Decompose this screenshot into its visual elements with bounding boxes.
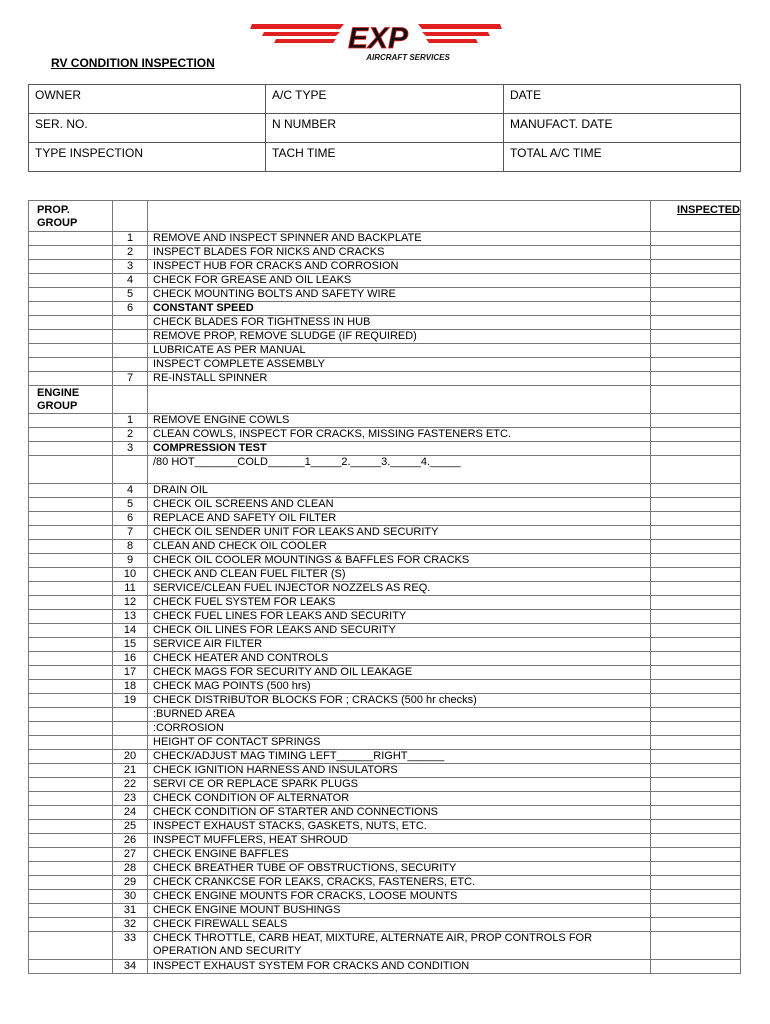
item-number: 7 (113, 372, 148, 386)
item-description: SERVICE/CLEAN FUEL INJECTOR NOZZELS AS REQ. (148, 582, 651, 596)
item-number: 18 (113, 680, 148, 694)
header-fields-table (28, 84, 741, 172)
item-number: 8 (113, 540, 148, 554)
item-description: CHECK ENGINE MOUNTS FOR CRACKS, LOOSE MOUNTS (148, 890, 651, 904)
engine-item-row (29, 750, 741, 764)
item-description: CHECK OIL LINES FOR LEAKS AND SECURITY (148, 624, 651, 638)
item-description: CHECK CONDITION OF STARTER AND CONNECTIONS (148, 806, 651, 820)
engine-item-row (29, 568, 741, 582)
item-number: 14 (113, 624, 148, 638)
item-number: 3 (113, 260, 148, 274)
inspected-checkbox-cell[interactable] (651, 260, 741, 274)
inspected-checkbox-cell[interactable] (651, 708, 741, 722)
inspected-checkbox-cell[interactable] (651, 722, 741, 736)
inspected-checkbox-cell[interactable] (651, 610, 741, 624)
engine-item-row (29, 610, 741, 624)
tach-time-field[interactable]: TACH TIME (266, 143, 504, 172)
inspected-checkbox-cell[interactable] (651, 232, 741, 246)
constant-speed-subitem-row (29, 330, 741, 344)
item-number: 15 (113, 638, 148, 652)
inspected-checkbox-cell[interactable] (651, 960, 741, 974)
item-number: 4 (113, 484, 148, 498)
item-number: 5 (113, 288, 148, 302)
engine-item-row (29, 890, 741, 904)
item-number (113, 386, 148, 414)
item-description: CHECK THROTTLE, CARB HEAT, MIXTURE, ALTERNATE AIR, PROP CONTROLS FOR OPERATION AND SECURITY (148, 932, 651, 960)
prop-item-row (29, 302, 741, 316)
engine-item-row (29, 624, 741, 638)
inspected-checkbox-cell[interactable] (651, 372, 741, 386)
item-number: 17 (113, 666, 148, 680)
item-description: SERVI CE OR REPLACE SPARK PLUGS (148, 778, 651, 792)
item-description: COMPRESSION TEST (148, 442, 651, 456)
logo-text: EXP (347, 22, 409, 55)
item-number: 12 (113, 596, 148, 610)
serial-number-field[interactable]: SER. NO. (29, 114, 266, 143)
inspected-checkbox-cell[interactable] (651, 302, 741, 316)
inspected-checkbox-cell[interactable] (651, 568, 741, 582)
item-description (148, 386, 651, 414)
inspected-checkbox-cell[interactable] (651, 680, 741, 694)
engine-item-row (29, 876, 741, 890)
engine-item-row (29, 582, 741, 596)
inspected-checkbox-cell[interactable] (651, 890, 741, 904)
inspection-checklist-table (28, 200, 741, 974)
item-description: CONSTANT SPEED (148, 302, 651, 316)
engine-item-row (29, 428, 741, 442)
total-ac-time-field[interactable]: TOTAL A/C TIME (504, 143, 741, 172)
item-number: 31 (113, 904, 148, 918)
engine-item-row (29, 862, 741, 876)
inspected-checkbox-cell[interactable] (651, 624, 741, 638)
engine-item-row (29, 694, 741, 708)
item-number: 11 (113, 582, 148, 596)
item-description: CHECK MOUNTING BOLTS AND SAFETY WIRE (148, 288, 651, 302)
inspected-checkbox-cell[interactable] (651, 750, 741, 764)
engine-item-row (29, 540, 741, 554)
distributor-subitem-row (29, 708, 741, 722)
item-number: 19 (113, 694, 148, 708)
item-description: HEIGHT OF CONTACT SPRINGS (148, 736, 651, 750)
item-description: RE-INSTALL SPINNER (148, 372, 651, 386)
inspected-checkbox-cell[interactable] (651, 344, 741, 358)
item-description: CHECK HEATER AND CONTROLS (148, 652, 651, 666)
item-description: CHECK OIL COOLER MOUNTINGS & BAFFLES FOR CRACKS (148, 554, 651, 568)
item-description: INSPECT HUB FOR CRACKS AND CORROSION (148, 260, 651, 274)
item-description: CHECK FUEL LINES FOR LEAKS AND SECURITY (148, 610, 651, 624)
exp-aircraft-services-logo (248, 18, 504, 64)
engine-item-row (29, 820, 741, 834)
item-description: CHECK FIREWALL SEALS (148, 918, 651, 932)
item-description: CHECK ENGINE MOUNT BUSHINGS (148, 904, 651, 918)
item-description: CHECK BREATHER TUBE OF OBSTRUCTIONS, SECURITY (148, 862, 651, 876)
item-description: INSPECT BLADES FOR NICKS AND CRACKS (148, 246, 651, 260)
compression-test-row (29, 456, 741, 484)
item-number: 22 (113, 778, 148, 792)
prop-item-row (29, 246, 741, 260)
constant-speed-subitem-row (29, 344, 741, 358)
item-description: CHECK ENGINE BAFFLES (148, 848, 651, 862)
engine-item-row (29, 806, 741, 820)
inspected-checkbox-cell[interactable] (651, 484, 741, 498)
inspected-checkbox-cell[interactable] (651, 526, 741, 540)
engine-item-row (29, 848, 741, 862)
inspected-checkbox-cell[interactable] (651, 456, 741, 484)
engine-item-row (29, 960, 741, 974)
engine-item-row (29, 596, 741, 610)
logo-subtext: AIRCRAFT SERVICES (366, 53, 450, 62)
inspected-checkbox-cell[interactable] (651, 414, 741, 428)
item-number: 24 (113, 806, 148, 820)
item-number: 29 (113, 876, 148, 890)
item-number: 23 (113, 792, 148, 806)
engine-item-row (29, 498, 741, 512)
inspected-checkbox-cell[interactable] (651, 540, 741, 554)
item-number (113, 722, 148, 736)
item-number: 28 (113, 862, 148, 876)
manufacture-date-field[interactable]: MANUFACT. DATE (504, 114, 741, 143)
inspected-checkbox-cell[interactable] (651, 806, 741, 820)
item-number: 34 (113, 960, 148, 974)
distributor-subitem-row (29, 722, 741, 736)
item-description: REPLACE AND SAFETY OIL FILTER (148, 512, 651, 526)
item-description: REMOVE AND INSPECT SPINNER AND BACKPLATE (148, 232, 651, 246)
item-number (113, 456, 148, 484)
item-description: INSPECT COMPLETE ASSEMBLY (148, 358, 651, 372)
item-description: CHECK DISTRIBUTOR BLOCKS FOR ; CRACKS (500 hr checks) (148, 694, 651, 708)
owner-field[interactable]: OWNER (29, 85, 266, 114)
item-number: 4 (113, 274, 148, 288)
inspected-checkbox-cell[interactable] (651, 876, 741, 890)
item-number: 27 (113, 848, 148, 862)
item-description: CLEAN COWLS, INSPECT FOR CRACKS, MISSING FASTENERS ETC. (148, 428, 651, 442)
prop-item-row (29, 372, 741, 386)
engine-item-row (29, 652, 741, 666)
inspected-checkbox-cell[interactable] (651, 904, 741, 918)
inspected-checkbox-cell[interactable] (651, 386, 741, 414)
engine-item-row (29, 442, 741, 456)
inspected-checkbox-cell[interactable] (651, 274, 741, 288)
item-number: 9 (113, 554, 148, 568)
inspected-checkbox-cell[interactable] (651, 918, 741, 932)
item-number: 16 (113, 652, 148, 666)
engine-item-row (29, 484, 741, 498)
item-description: CHECK FOR GREASE AND OIL LEAKS (148, 274, 651, 288)
item-description: /80 HOT_______COLD______1_____2._____3._____4._____ (148, 456, 651, 484)
engine-item-row (29, 792, 741, 806)
type-inspection-field[interactable]: TYPE INSPECTION (29, 143, 266, 172)
item-number: 1 (113, 414, 148, 428)
item-number: 5 (113, 498, 148, 512)
inspected-checkbox-cell[interactable] (651, 862, 741, 876)
item-number: 20 (113, 750, 148, 764)
item-description: INSPECT EXHAUST STACKS, GASKETS, NUTS, ETC. (148, 820, 651, 834)
inspected-checkbox-cell[interactable] (651, 316, 741, 330)
engine-item-row (29, 666, 741, 680)
item-number: 21 (113, 764, 148, 778)
item-number (113, 358, 148, 372)
form-title: RV CONDITION INSPECTION (51, 56, 215, 70)
date-field[interactable]: DATE (504, 85, 741, 114)
item-number: 3 (113, 442, 148, 456)
inspected-checkbox-cell[interactable] (651, 428, 741, 442)
item-description: :BURNED AREA (148, 708, 651, 722)
item-number: 1 (113, 232, 148, 246)
item-number: 30 (113, 890, 148, 904)
engine-item-row (29, 932, 741, 960)
inspected-column-header: INSPECTED (651, 201, 741, 232)
item-description: INSPECT EXHAUST SYSTEM FOR CRACKS AND CONDITION (148, 960, 651, 974)
ac-type-field[interactable]: A/C TYPE (266, 85, 504, 114)
item-description: CHECK OIL SENDER UNIT FOR LEAKS AND SECURITY (148, 526, 651, 540)
n-number-field[interactable]: N NUMBER (266, 114, 504, 143)
item-description: CHECK MAGS FOR SECURITY AND OIL LEAKAGE (148, 666, 651, 680)
inspected-checkbox-cell[interactable] (651, 442, 741, 456)
item-description: INSPECT MUFFLERS, HEAT SHROUD (148, 834, 651, 848)
item-description: REMOVE PROP, REMOVE SLUDGE (IF REQUIRED) (148, 330, 651, 344)
item-number (113, 736, 148, 750)
engine-item-row (29, 778, 741, 792)
prop-item-row (29, 260, 741, 274)
item-number: 7 (113, 526, 148, 540)
item-description: CHECK FUEL SYSTEM FOR LEAKS (148, 596, 651, 610)
inspected-checkbox-cell[interactable] (651, 820, 741, 834)
inspected-checkbox-cell[interactable] (651, 792, 741, 806)
item-number: 6 (113, 302, 148, 316)
item-description: CLEAN AND CHECK OIL COOLER (148, 540, 651, 554)
inspected-checkbox-cell[interactable] (651, 638, 741, 652)
inspected-checkbox-cell[interactable] (651, 848, 741, 862)
item-description: SERVICE AIR FILTER (148, 638, 651, 652)
engine-item-row (29, 638, 741, 652)
engine-item-row (29, 918, 741, 932)
item-description: CHECK AND CLEAN FUEL FILTER (S) (148, 568, 651, 582)
item-description: CHECK IGNITION HARNESS AND INSULATORS (148, 764, 651, 778)
prop-item-row (29, 232, 741, 246)
engine-item-row (29, 904, 741, 918)
item-description: CHECK/ADJUST MAG TIMING LEFT______RIGHT______ (148, 750, 651, 764)
inspected-checkbox-cell[interactable] (651, 288, 741, 302)
inspected-checkbox-cell[interactable] (651, 596, 741, 610)
inspected-checkbox-cell[interactable] (651, 554, 741, 568)
item-number: 32 (113, 918, 148, 932)
prop-group-label: PROP. GROUP (29, 201, 113, 232)
engine-item-row (29, 554, 741, 568)
inspected-checkbox-cell[interactable] (651, 694, 741, 708)
engine-item-row (29, 526, 741, 540)
inspected-checkbox-cell[interactable] (651, 512, 741, 526)
item-number (113, 708, 148, 722)
prop-item-row (29, 288, 741, 302)
item-number: 13 (113, 610, 148, 624)
item-description: DRAIN OIL (148, 484, 651, 498)
inspected-checkbox-cell[interactable] (651, 358, 741, 372)
inspected-checkbox-cell[interactable] (651, 764, 741, 778)
engine-item-row (29, 764, 741, 778)
prop-item-row (29, 274, 741, 288)
inspected-checkbox-cell[interactable] (651, 932, 741, 960)
item-number: 2 (113, 246, 148, 260)
engine-item-row (29, 834, 741, 848)
inspected-checkbox-cell[interactable] (651, 736, 741, 750)
item-description: :CORROSION (148, 722, 651, 736)
engine-item-row (29, 414, 741, 428)
constant-speed-subitem-row (29, 358, 741, 372)
engine-item-row (29, 680, 741, 694)
inspected-checkbox-cell[interactable] (651, 834, 741, 848)
item-number (113, 330, 148, 344)
item-number: 2 (113, 428, 148, 442)
item-description: CHECK CRANKCSE FOR LEAKS, CRACKS, FASTENERS, ETC. (148, 876, 651, 890)
item-description: CHECK MAG POINTS (500 hrs) (148, 680, 651, 694)
inspected-checkbox-cell[interactable] (651, 582, 741, 596)
inspected-checkbox-cell[interactable] (651, 246, 741, 260)
distributor-subitem-row (29, 736, 741, 750)
engine-group-label: ENGINE GROUP (29, 386, 113, 414)
item-description: REMOVE ENGINE COWLS (148, 414, 651, 428)
constant-speed-subitem-row (29, 316, 741, 330)
inspected-checkbox-cell[interactable] (651, 652, 741, 666)
item-number: 26 (113, 834, 148, 848)
item-description: CHECK CONDITION OF ALTERNATOR (148, 792, 651, 806)
item-description: CHECK OIL SCREENS AND CLEAN (148, 498, 651, 512)
inspected-checkbox-cell[interactable] (651, 666, 741, 680)
item-number: 6 (113, 512, 148, 526)
engine-group-header-row (29, 386, 741, 414)
item-number (113, 316, 148, 330)
item-number: 25 (113, 820, 148, 834)
item-description: LUBRICATE AS PER MANUAL (148, 344, 651, 358)
inspected-checkbox-cell[interactable] (651, 778, 741, 792)
item-description: CHECK BLADES FOR TIGHTNESS IN HUB (148, 316, 651, 330)
item-number: 33 (113, 932, 148, 960)
inspected-checkbox-cell[interactable] (651, 498, 741, 512)
engine-item-row (29, 512, 741, 526)
item-number (113, 344, 148, 358)
inspected-checkbox-cell[interactable] (651, 330, 741, 344)
item-number: 10 (113, 568, 148, 582)
